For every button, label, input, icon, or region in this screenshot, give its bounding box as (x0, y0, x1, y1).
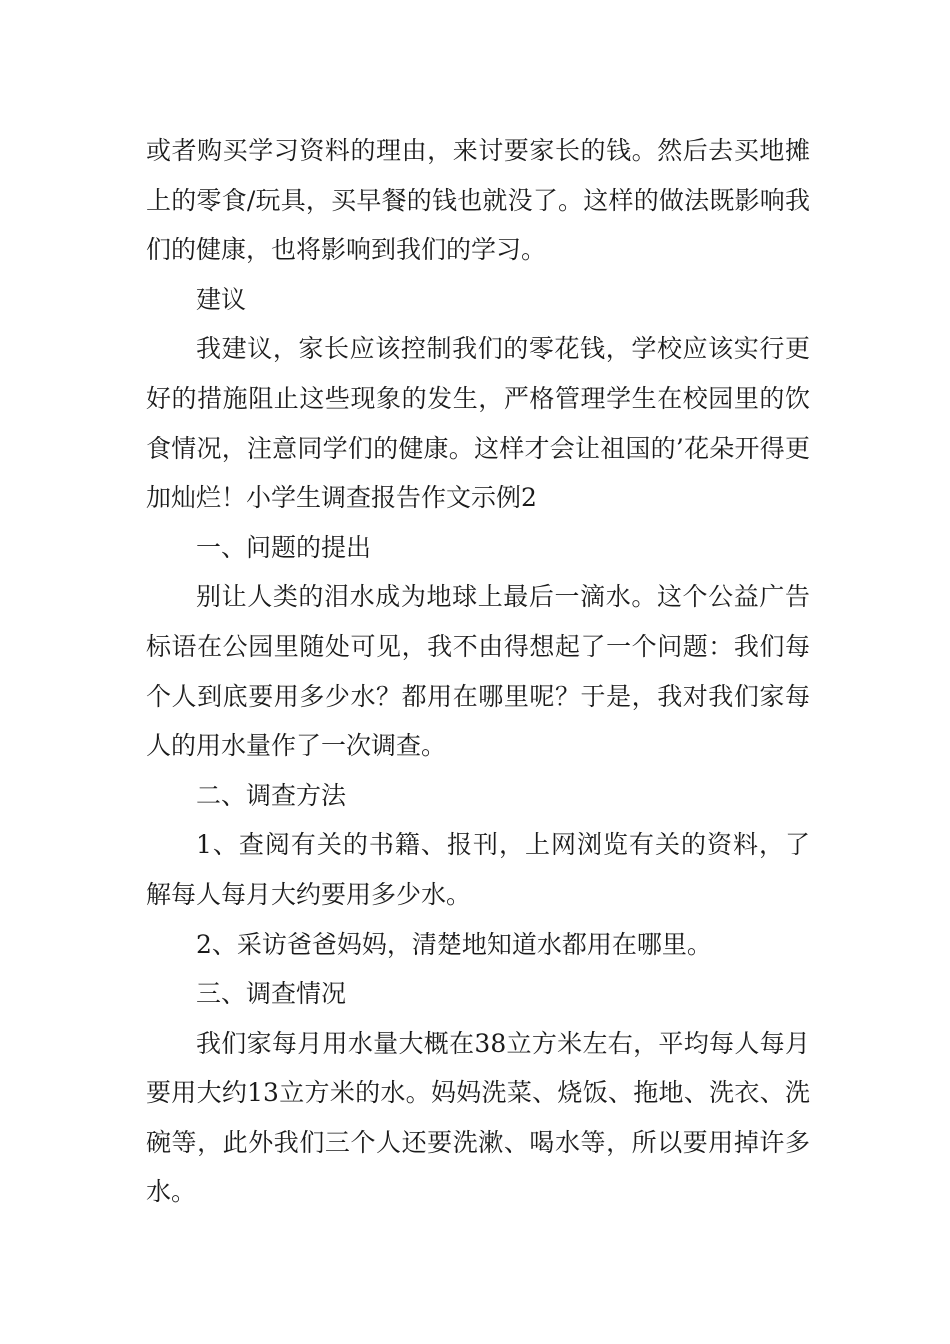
section-heading-problem: 一、问题的提出 (196, 532, 372, 562)
paragraph-method-2: 2、采访爸爸妈妈，清楚地知道水都用在哪里。 (196, 929, 712, 959)
paragraph-situation: 我们家每月用水量大概在38立方米左右，平均每人每月要用大约13立方米的水。妈妈洗菜、烧饭、拖地、洗衣、洗碗等，此外我们三个人还要洗漱、喝水等，所以要用掉许多水。 (146, 1028, 810, 1207)
paragraph-suggestion: 我建议，家长应该控制我们的零花钱，学校应该实行更好的措施阻止这些现象的发生，严格管理学生在校园里的饮食情况，注意同学们的健康。这样才会让祖国的’花朵开得更加灿烂！小学生调查报告作文示例2 (146, 334, 810, 513)
document-body (146, 126, 810, 1217)
section-heading-method: 二、调查方法 (196, 780, 347, 810)
paragraph-continuation: 或者购买学习资料的理由，来讨要家长的钱。然后去买地摊上的零食/玩具，买早餐的钱也就没了。这样的做法既影响我们的健康，也将影响到我们的学习。 (146, 136, 810, 265)
section-heading-situation: 三、调查情况 (196, 979, 347, 1009)
section-heading-suggestion: 建议 (196, 284, 247, 314)
paragraph-method-1: 1、查阅有关的书籍、报刊，上网浏览有关的资料，了解每人每月大约要用多少水。 (146, 830, 810, 909)
paragraph-problem: 别让人类的泪水成为地球上最后一滴水。这个公益广告标语在公园里随处可见，我不由得想起了一个问题：我们每个人到底要用多少水？都用在哪里呢？于是，我对我们家每人的用水量作了一次调查。 (146, 582, 810, 761)
